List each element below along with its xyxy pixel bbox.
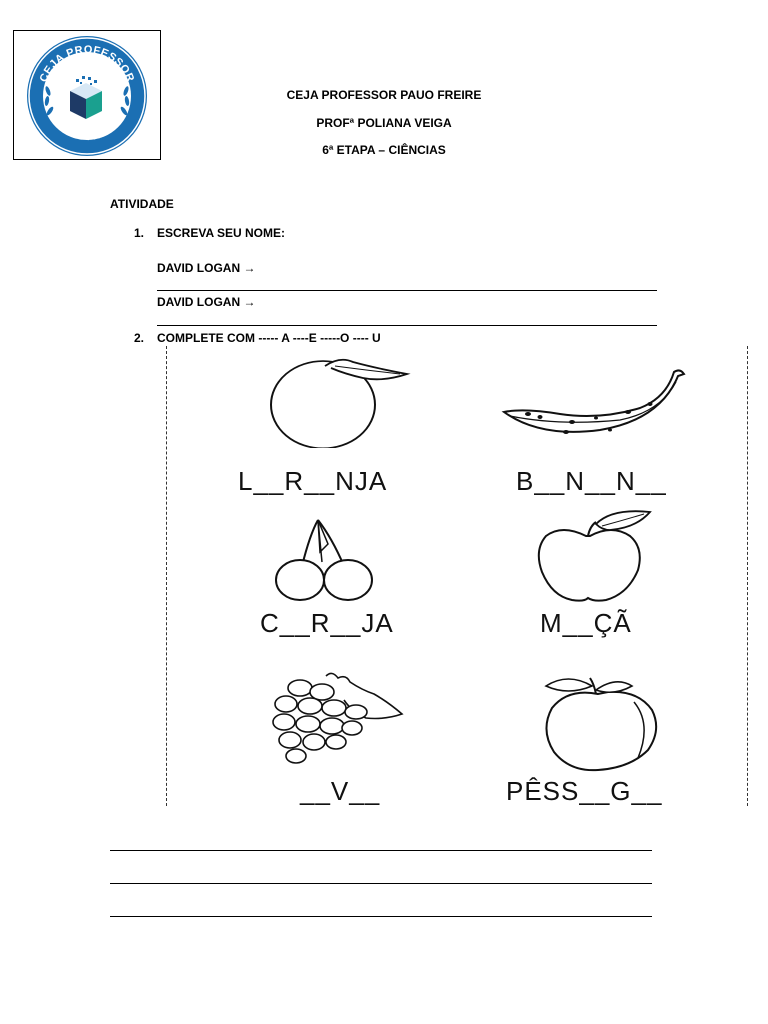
svg-text:CEJA PROFESSOR: CEJA PROFESSOR xyxy=(37,43,137,84)
school-name: CEJA PROFESSOR PAUO FREIRE xyxy=(286,88,482,102)
question-1-number: 1. xyxy=(134,226,145,240)
word-cherry: C__R__JA xyxy=(260,608,394,638)
activity-title: ATIVIDADE xyxy=(110,197,174,211)
answer-line-2[interactable] xyxy=(110,883,652,884)
orange-icon xyxy=(265,356,415,448)
name-line-2: DAVID LOGAN → xyxy=(157,295,256,309)
stage-subject: 6ª ETAPA – CIÊNCIAS xyxy=(322,143,446,157)
apple-icon xyxy=(532,506,657,606)
banana-icon xyxy=(500,368,690,452)
word-banana: B__N__N__ xyxy=(516,466,667,496)
grapes-icon xyxy=(266,668,406,772)
name-line-1: DAVID LOGAN → xyxy=(157,261,256,275)
word-apple: M__ÇÃ xyxy=(540,608,632,638)
answer-line-1[interactable] xyxy=(110,850,652,851)
word-grape: __V__ xyxy=(300,776,381,806)
question-2-number: 2. xyxy=(134,331,145,345)
question-2-text: COMPLETE COM ----- A ----E -----O ---- U xyxy=(157,331,381,345)
teacher-name: PROFª POLIANA VEIGA xyxy=(316,116,452,130)
word-orange: L__R__NJA xyxy=(238,466,388,496)
peach-icon xyxy=(538,672,663,772)
writing-line-2[interactable] xyxy=(157,325,657,326)
answer-line-3[interactable] xyxy=(110,916,652,917)
word-peach: PÊSS__G__ xyxy=(506,776,663,806)
cherry-icon xyxy=(270,514,380,604)
question-1-text: ESCREVA SEU NOME: xyxy=(157,226,286,240)
svg-text:PAULO FREIRE: PAULO FREIRE xyxy=(52,119,122,144)
writing-line-1[interactable] xyxy=(157,290,657,291)
